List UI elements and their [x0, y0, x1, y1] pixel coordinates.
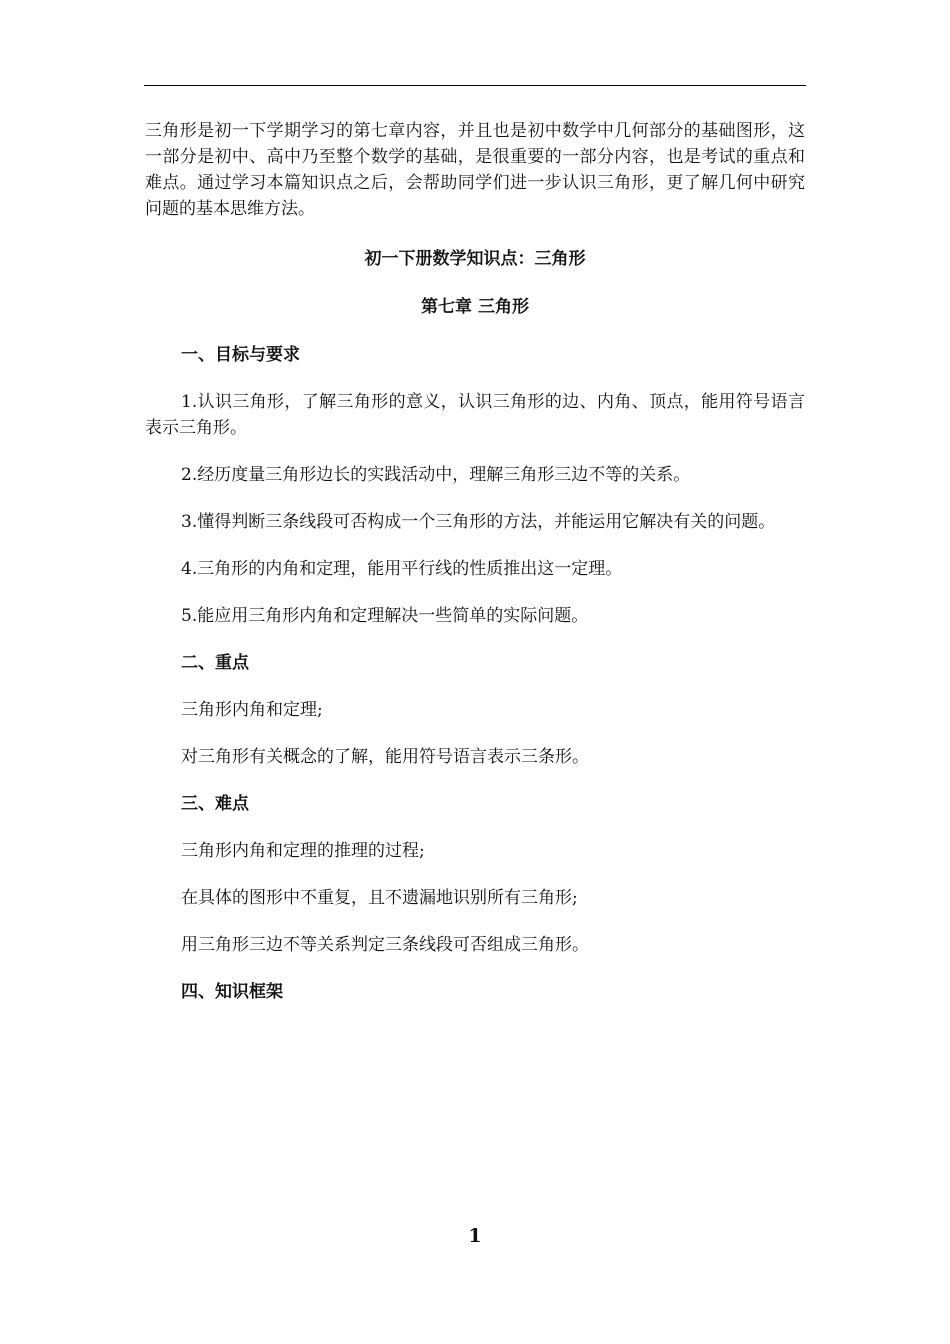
section-heading-key-points: 二、重点: [181, 653, 249, 673]
key-point-item-1: 三角形内角和定理;: [181, 700, 323, 720]
chapter-title: 第七章 三角形: [421, 297, 529, 317]
key-point-item-2: 对三角形有关概念的了解，能用符号语言表示三条形。: [181, 747, 589, 767]
section-heading-difficulties: 三、难点: [181, 794, 249, 814]
document-title: 初一下册数学知识点：三角形: [364, 249, 586, 269]
goal-item-1: 1.认识三角形，了解三角形的意义，认识三角形的边、内角、顶点，能用符号语言表示三角形。: [145, 392, 805, 438]
goal-item-2: 2.经历度量三角形边长的实践活动中，理解三角形三边不等的关系。: [181, 465, 691, 485]
page-number: 1: [468, 1225, 482, 1247]
difficulty-item-3: 用三角形三边不等关系判定三条线段可否组成三角形。: [181, 935, 589, 955]
difficulty-item-2: 在具体的图形中不重复，且不遗漏地识别所有三角形;: [181, 888, 578, 908]
section-heading-goals: 一、目标与要求: [181, 345, 300, 365]
intro-paragraph: 三角形是初一下学期学习的第七章内容，并且也是初中数学中几何部分的基础图形，这一部分是初中、高中乃至整个数学的基础，是很重要的一部分内容，也是考试的重点和难点。通过学习本篇知识点之后，会帮助同学们进一步认识三角形，更了解几何中研究问题的基本思维方法。: [145, 121, 805, 219]
difficulty-item-1: 三角形内角和定理的推理的过程;: [181, 841, 425, 861]
goal-item-4: 4.三角形的内角和定理，能用平行线的性质推出这一定理。: [181, 559, 623, 579]
goal-item-3: 3.懂得判断三条线段可否构成一个三角形的方法，并能运用它解决有关的问题。: [181, 512, 776, 532]
section-heading-framework: 四、知识框架: [181, 982, 283, 1002]
document-body: [145, 118, 805, 1026]
header-rule: [144, 85, 806, 86]
goal-item-5: 5.能应用三角形内角和定理解决一些简单的实际问题。: [181, 606, 589, 626]
